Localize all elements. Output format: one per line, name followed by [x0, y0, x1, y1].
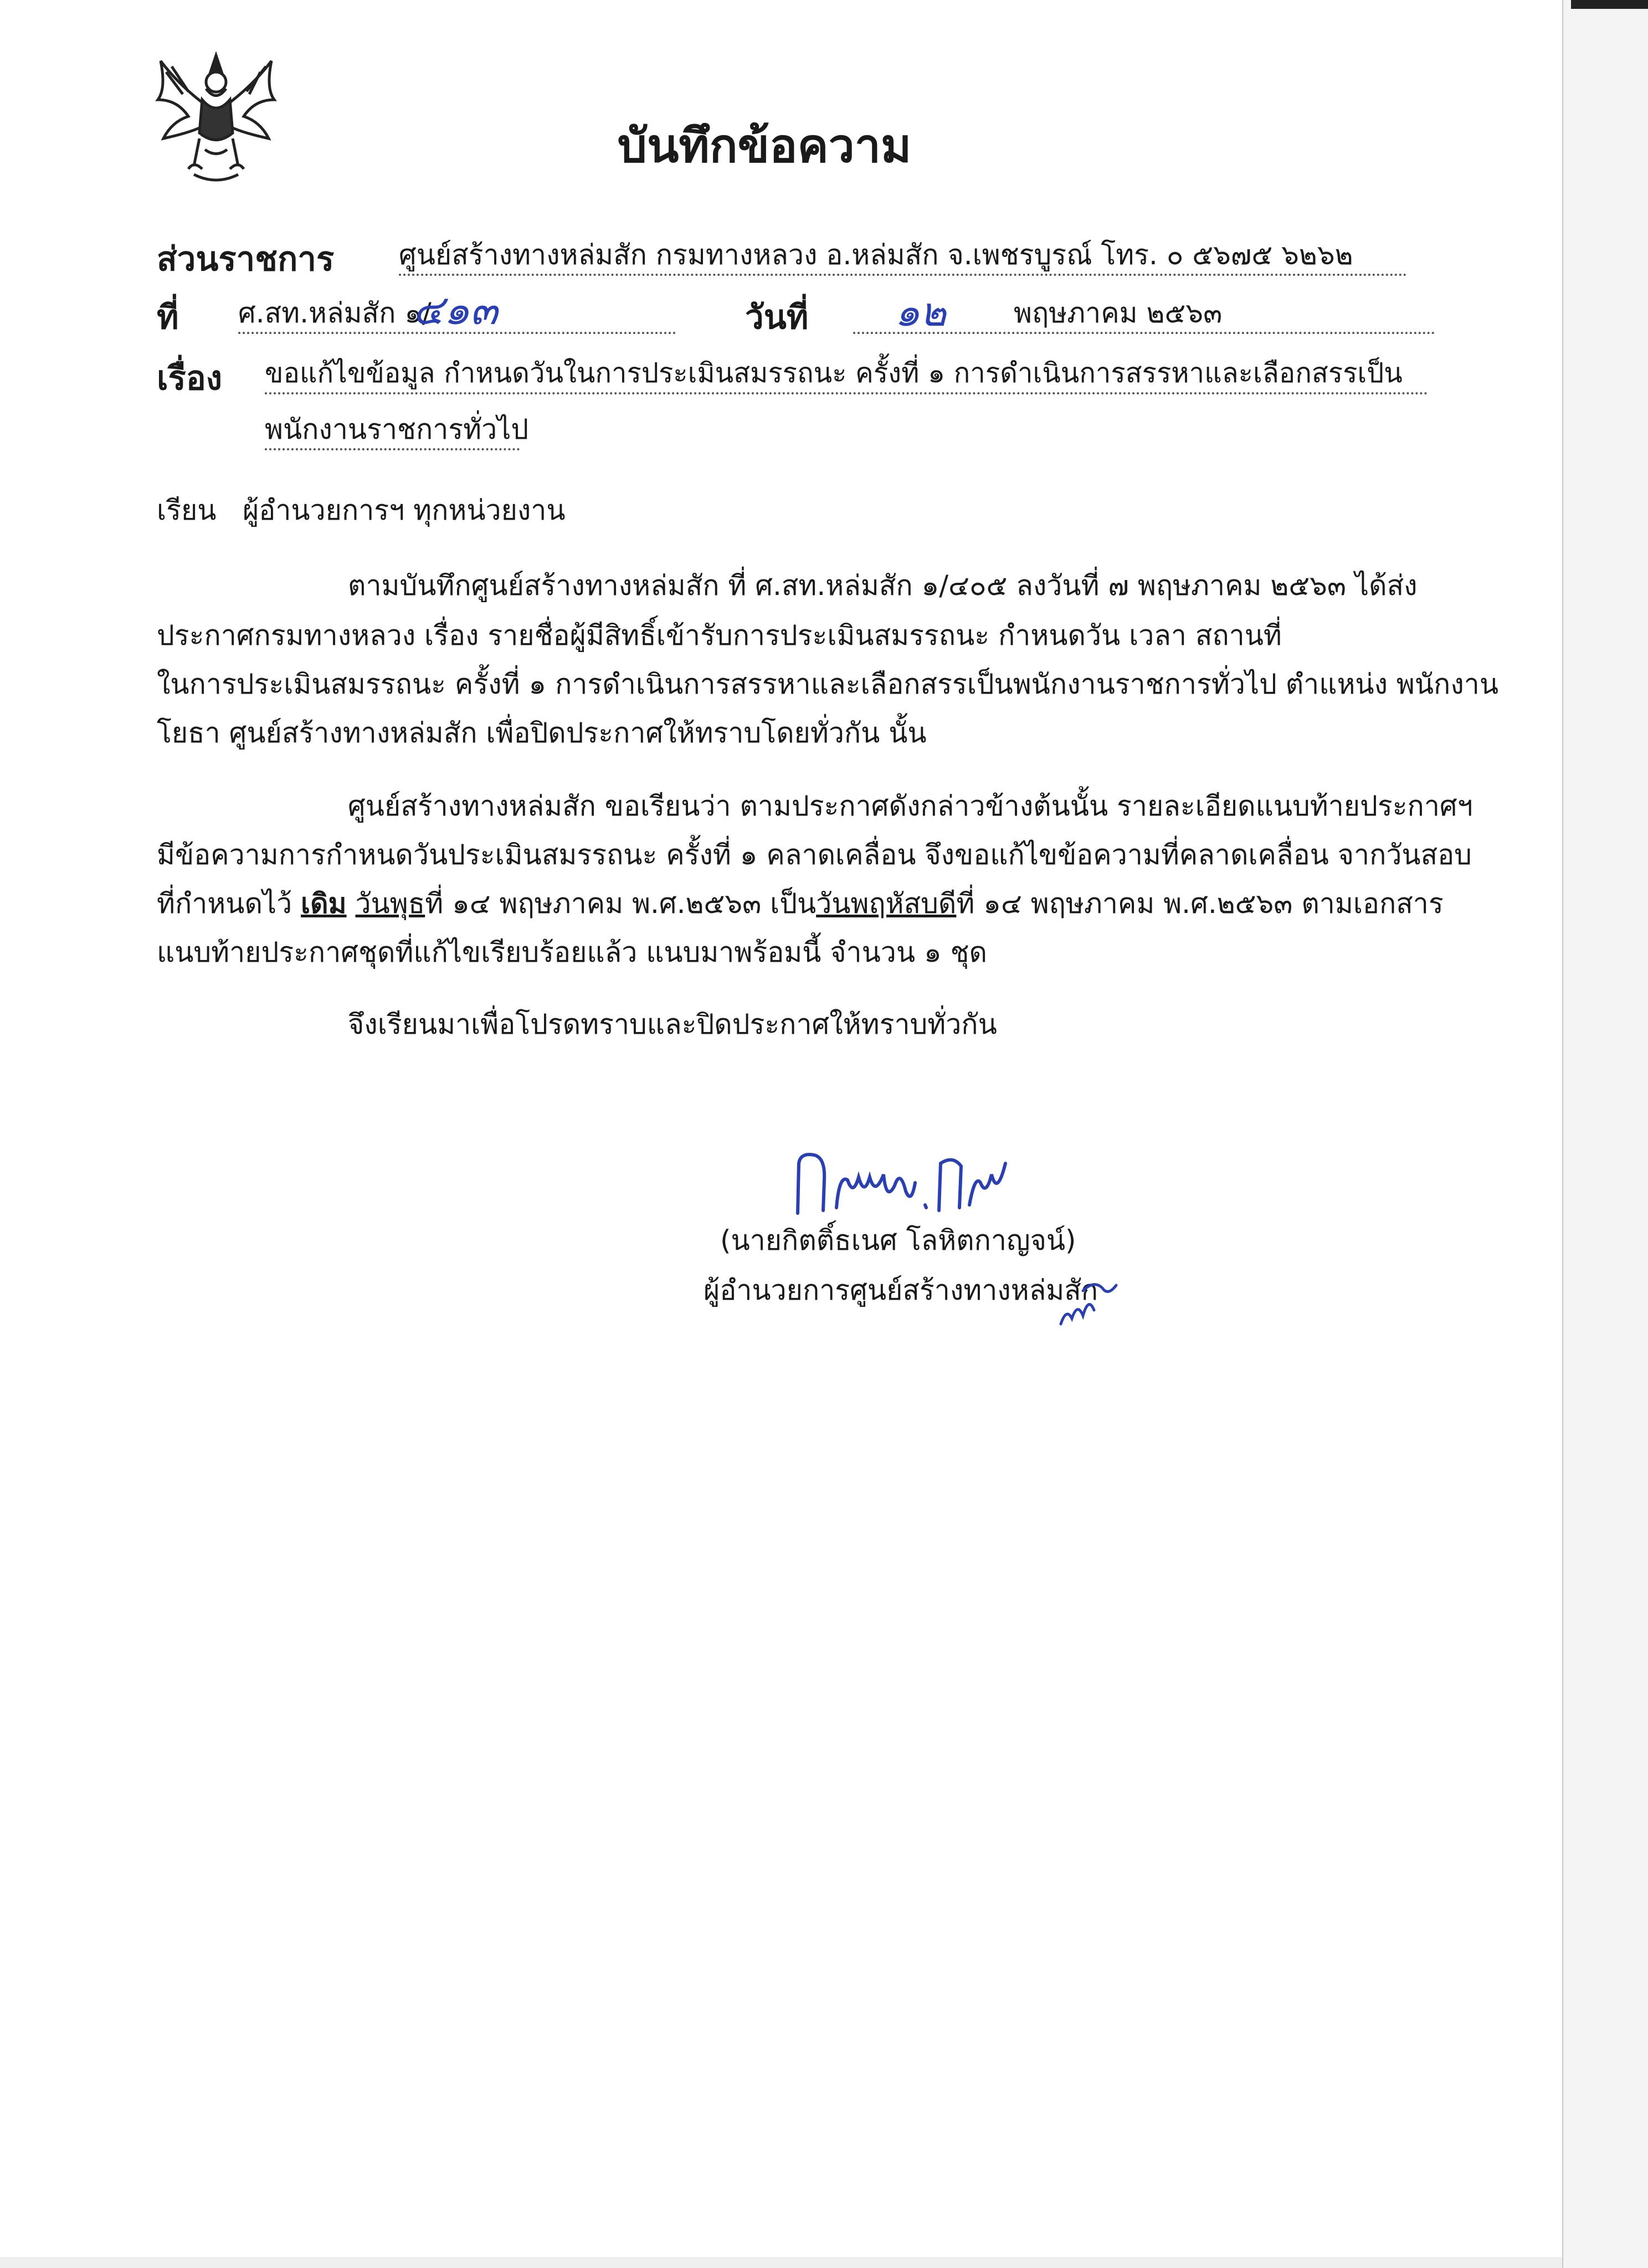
para2-line-3-e: ที่ ๑๔ พฤษภาคม พ.ศ.๒๕๖๓ เป็น: [425, 887, 817, 920]
document-title: บันทึกข้อความ: [617, 119, 912, 173]
para1-line-4: โยธา ศูนย์สร้างทางหล่มสัก เพื่อปิดประกาศให้ทราบโดยทั่วกัน นั้น: [157, 717, 927, 749]
para1-line-3: ในการประเมินสมรรถนะ ครั้งที่ ๑ การดำเนินการสรรหาและเลือกสรรเป็นพนักงานราชการทั่วไป ตำแหน่ง พนักงาน: [157, 668, 1498, 700]
department-label: ส่วนราชการ: [157, 240, 335, 279]
reference-label: ที่: [157, 298, 179, 337]
para2-line-3-g: ที่ ๑๔ พฤษภาคม พ.ศ.๒๕๖๓ ตามเอกสาร: [956, 887, 1444, 920]
salutation-value: ผู้อำนวยการฯ ทุกหน่วยงาน: [243, 494, 566, 526]
reference-printed: ศ.สท.หล่มสัก ๑/: [238, 297, 432, 329]
original-label: เดิม: [301, 887, 347, 920]
signer-name: (นายกิตติ์ธเนศ โลหิตกาญจน์): [720, 1224, 1076, 1256]
subject-line-2: พนักงานราชการทั่วไป: [265, 413, 520, 450]
date-handwritten-day: ๑๒: [895, 289, 947, 335]
para2-line-2: มีข้อความการกำหนดวันประเมินสมรรถนะ ครั้งที่ ๑ คลาดเคลื่อน จึงขอแก้ไขข้อความที่คลาดเคลื่อน จากวันสอบ: [157, 839, 1472, 871]
para2-line-1: ศูนย์สร้างทางหล่มสัก ขอเรียนว่า ตามประกาศดังกล่าวข้างต้นนั้น รายละเอียดแนบท้ายประกาศฯ: [348, 790, 1473, 822]
para2-line-3-c: [347, 887, 356, 920]
date-label: วันที่: [745, 298, 809, 337]
para2-line-4: แนบท้ายประกาศชุดที่แก้ไขเรียบร้อยแล้ว แนบมาพร้อมนี้ จำนวน ๑ ชุด: [157, 936, 987, 968]
original-weekday: วันพุธ: [355, 887, 425, 920]
corrected-weekday: วันพฤหัสบดี: [816, 887, 957, 920]
date-month-year: พฤษภาคม ๒๕๖๓: [1014, 297, 1223, 329]
subject-line-1: ขอแก้ไขข้อมูล กำหนดวันในการประเมินสมรรถนะ ครั้งที่ ๑ การดำเนินการสรรหาและเลือกสรรเป็น: [265, 357, 1428, 394]
reference-handwritten-number: ๔๑๓: [413, 286, 498, 334]
para2-line-3: [157, 882, 1444, 926]
initials-mark-icon: [1055, 1269, 1122, 1335]
para1-line-2: ประกาศกรมทางหลวง เรื่อง รายชื่อผู้มีสิทธิ์เข้ารับการประเมินสมรรถนะ กำหนดวัน เวลา สถานที่: [157, 619, 1282, 651]
scan-corner-mark: [1571, 0, 1648, 9]
para1-line-1: ตามบันทึกศูนย์สร้างทางหล่มสัก ที่ ศ.สท.หล่มสัก ๑/๔๐๕ ลงวันที่ ๗ พฤษภาคม ๒๕๖๓ ได้ส่ง: [348, 569, 1418, 602]
signer-position: ผู้อำนวยการศูนย์สร้างทางหล่มสัก: [704, 1274, 1098, 1306]
salutation-label: เรียน: [157, 494, 217, 526]
subject-label: เรื่อง: [157, 359, 223, 398]
closing-line: จึงเรียนมาเพื่อโปรดทราบและปิดประกาศให้ทราบทั่วกัน: [348, 1008, 997, 1040]
para2-line-3-a: ที่กำหนดไว้: [157, 887, 301, 920]
signature-icon: [787, 1141, 1019, 1224]
department-value: ศูนย์สร้างทางหล่มสัก กรมทางหลวง อ.หล่มสัก จ.เพชรบูรณ์ โทร. ๐ ๕๖๗๕ ๖๒๖๒: [399, 238, 1407, 276]
scan-bottom-edge: [0, 2257, 1562, 2268]
scan-right-edge: [1562, 0, 1648, 2268]
